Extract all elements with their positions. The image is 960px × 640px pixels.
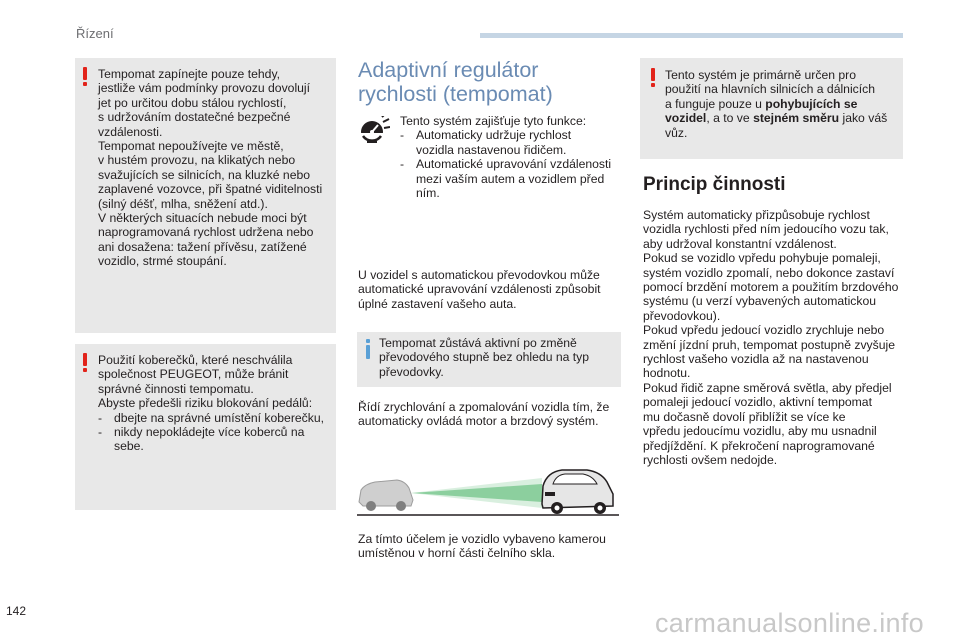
page-number: 142 bbox=[6, 604, 27, 618]
cruise-control-icon bbox=[358, 116, 390, 146]
page-header-title: Řízení bbox=[76, 26, 114, 41]
control-note: Řídí zrychlování a zpomalování vozidla tím, že automaticky ovládá motor a brzdový systém. bbox=[358, 400, 610, 429]
info-icon bbox=[366, 339, 370, 359]
warning-box-road-use: Tento systém je primárně určen pro použití na hlavních silnicích a dálnicích a funguje pouze u pohybujících se vozidel, a to ve stejném směru jako váš vůz. bbox=[640, 58, 903, 159]
camera-note: Za tímto účelem je vozidlo vybaveno kamerou umístěnou v horní části čelního skla. bbox=[358, 532, 606, 561]
warning-icon bbox=[83, 67, 88, 86]
warning-icon bbox=[651, 68, 656, 87]
car-following-illustration bbox=[357, 460, 621, 520]
functions-intro: Tento systém zajišťuje tyto funkce: bbox=[400, 114, 587, 128]
list-item: - nikdy nepokládejte více koberců na sebe. bbox=[98, 425, 305, 454]
list-item: - Automaticky udržuje rychlost vozidla nastavenou řidičem. bbox=[400, 128, 572, 157]
info-box-gear-change: Tempomat zůstává aktivní po změně převodového stupně bez ohledu na typ převodovky. bbox=[357, 332, 621, 387]
warning-icon bbox=[83, 353, 88, 372]
warning-box-driving-conditions bbox=[75, 58, 336, 333]
functions-list bbox=[400, 114, 622, 200]
list-item: - Automatické upravování vzdálenosti mezi vaším autem a vozidlem před ním. bbox=[400, 157, 612, 201]
watermark: carmanualsonline.info bbox=[655, 608, 924, 638]
list-item: - dbejte na správné umístění koberečku, bbox=[98, 410, 325, 425]
auto-gearbox-note: U vozidel s automatickou převodovkou může automatické upravování vzdálenosti způsobit úplné zastavení vašeho auta. bbox=[358, 268, 601, 311]
warning-box-floor-mats bbox=[75, 344, 336, 510]
header-bar bbox=[480, 33, 903, 38]
principle-title: Princip činnosti bbox=[643, 174, 786, 195]
warning-text-2: Použití koberečků, které neschválila společnost PEUGEOT, může bránit správné činnosti tempomatu. Abyste předešli riziku blokování pedálů: bbox=[98, 353, 313, 411]
principle-text: Systém automaticky přizpůsobuje rychlost vozidla rychlosti před ním jedoucího vozu tak, aby udržoval konstantní vzdálenost. Pokud se vozidlo vpředu pohybuje pomaleji, systém vozidlo zpomalí, nebo dokonce zastaví pomocí brzdění motorem a použitím brzdového systému (u verzí vybavených automatickou převodovkou). Pokud vpředu jedoucí vozidlo zrychluje nebo změní jízdní pruh, tempomat postupně zvyšuje rychlost vašeho vozidla až na nastavenou hodnotu. Pokud řidič zapne směrová světla, aby předjel pomaleji jedoucí vozidlo, aktivní tempomat mu dočasně dovolí přiblížit se více ke vpředu jedoucímu vozidlu, aby mu usnadnil předjíždění. K překročení naprogramované rychlosti ovšem nedojde. bbox=[643, 208, 899, 467]
section-title: Adaptivní regulátor rychlosti (tempomat) bbox=[358, 58, 553, 106]
warning-text-1: Tempomat zapínejte pouze tehdy, jestliže vám podmínky provozu dovolují jet po určitou dobu stálou rychlostí, s udržováním dostatečné bezpečné vzdálenosti. Tempomat nepoužívejte ve městě, v hustém provozu, na klikatých nebo svažujících se silnicích, na kluzké nebo zaplavené vozovce, při špatné viditelnosti (silný déšť, mlha, sněžení atd.). V některých situacích nebude moci být naprogramovaná rychlost udržena nebo ani dosažena: tažení přívěsu, zatížené vozidlo, strmé stoupání. bbox=[98, 67, 323, 269]
